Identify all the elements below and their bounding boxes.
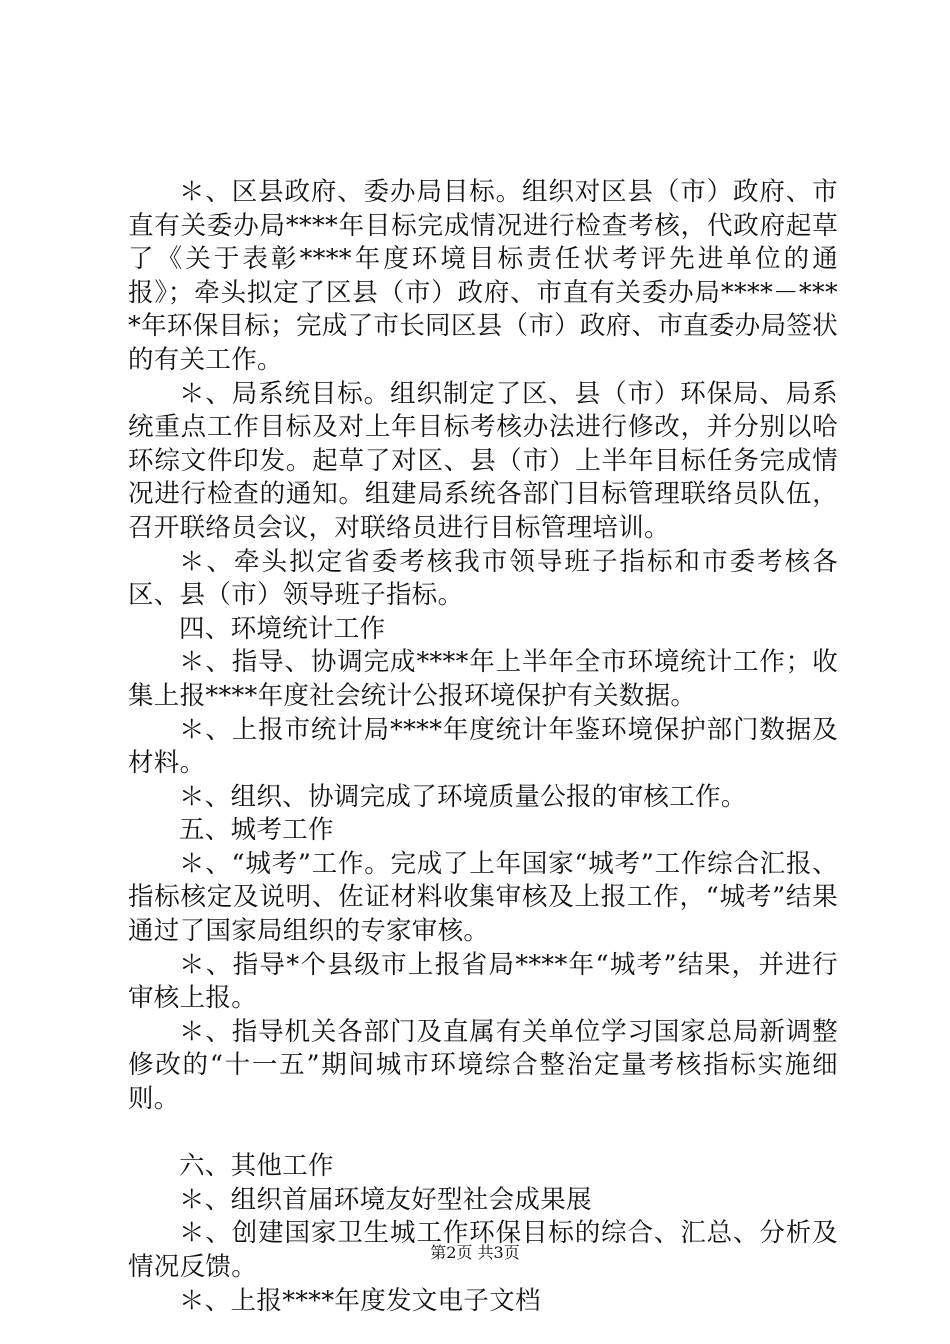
paragraph-other-2: ＊、创建国家卫生城工作环保目标的综合、汇总、分析及情况反馈。: [128, 1218, 838, 1282]
paragraph-bureau-goals: ＊、局系统目标。组织制定了区、县（市）环保局、局系统重点工作目标及对上年目标考核办法进行修改，并分别以哈环综文件印发。起草了对区、县（市）上半年目标任务完成情况进行检查的通知。组建局系统各部门目标管理联络员队伍，召开联络员会议，对联络员进行目标管理培训。: [128, 378, 838, 543]
paragraph-other-3: ＊、上报****年度发文电子文档: [179, 1285, 541, 1316]
paragraph-city-assessment-2: ＊、指导*个县级市上报省局****年“城考”结果，并进行审核上报。: [128, 949, 838, 1014]
section-heading-statistics: 四、环境统计工作: [179, 613, 386, 644]
paragraph-other-1: ＊、组织首届环境友好型社会成果展: [179, 1184, 592, 1215]
paragraph-district-goals: ＊、区县政府、委办局目标。组织对区县（市）政府、市直有关委办局****年目标完成情况进行检查考核，代政府起草了《关于表彰****年度环境目标责任状考评先进单位的通报》；牵头拟定了区县（市）政府、市直有关委办局****－****年环保目标；完成了市长同区县（市）政府、市直委办局签状的有关工作。: [128, 177, 838, 375]
section-heading-other-work: 六、其他工作: [179, 1151, 334, 1182]
paragraph-statistics-1: ＊、指导、协调完成****年上半年全市环境统计工作；收集上报****年度社会统计公报环境保护有关数据。: [128, 647, 838, 711]
document-body: [128, 176, 838, 1318]
section-heading-city-assessment: 五、城考工作: [179, 815, 334, 846]
paragraph-statistics-3: ＊、组织、协调完成了环境质量公报的审核工作。: [179, 781, 747, 812]
paragraph-city-assessment-1: ＊、“城考”工作。完成了上年国家“城考”工作综合汇报、指标核定及说明、佐证材料收集审核及上报工作，“城考”结果通过了国家局组织的专家审核。: [128, 848, 838, 947]
paragraph-gap: [128, 1117, 838, 1151]
paragraph-statistics-2: ＊、上报市统计局****年度统计年鉴环境保护部门数据及材料。: [128, 714, 838, 779]
page-number-footer: 第2页 共3页: [430, 1243, 520, 1262]
paragraph-city-assessment-3: ＊、指导机关各部门及直属有关单位学习国家总局新调整修改的“十一五”期间城市环境综合整治定量考核指标实施细则。: [128, 1016, 838, 1115]
paragraph-leadership-indicators: ＊、牵头拟定省委考核我市领导班子指标和市委考核各区、县（市）领导班子指标。: [128, 546, 838, 611]
